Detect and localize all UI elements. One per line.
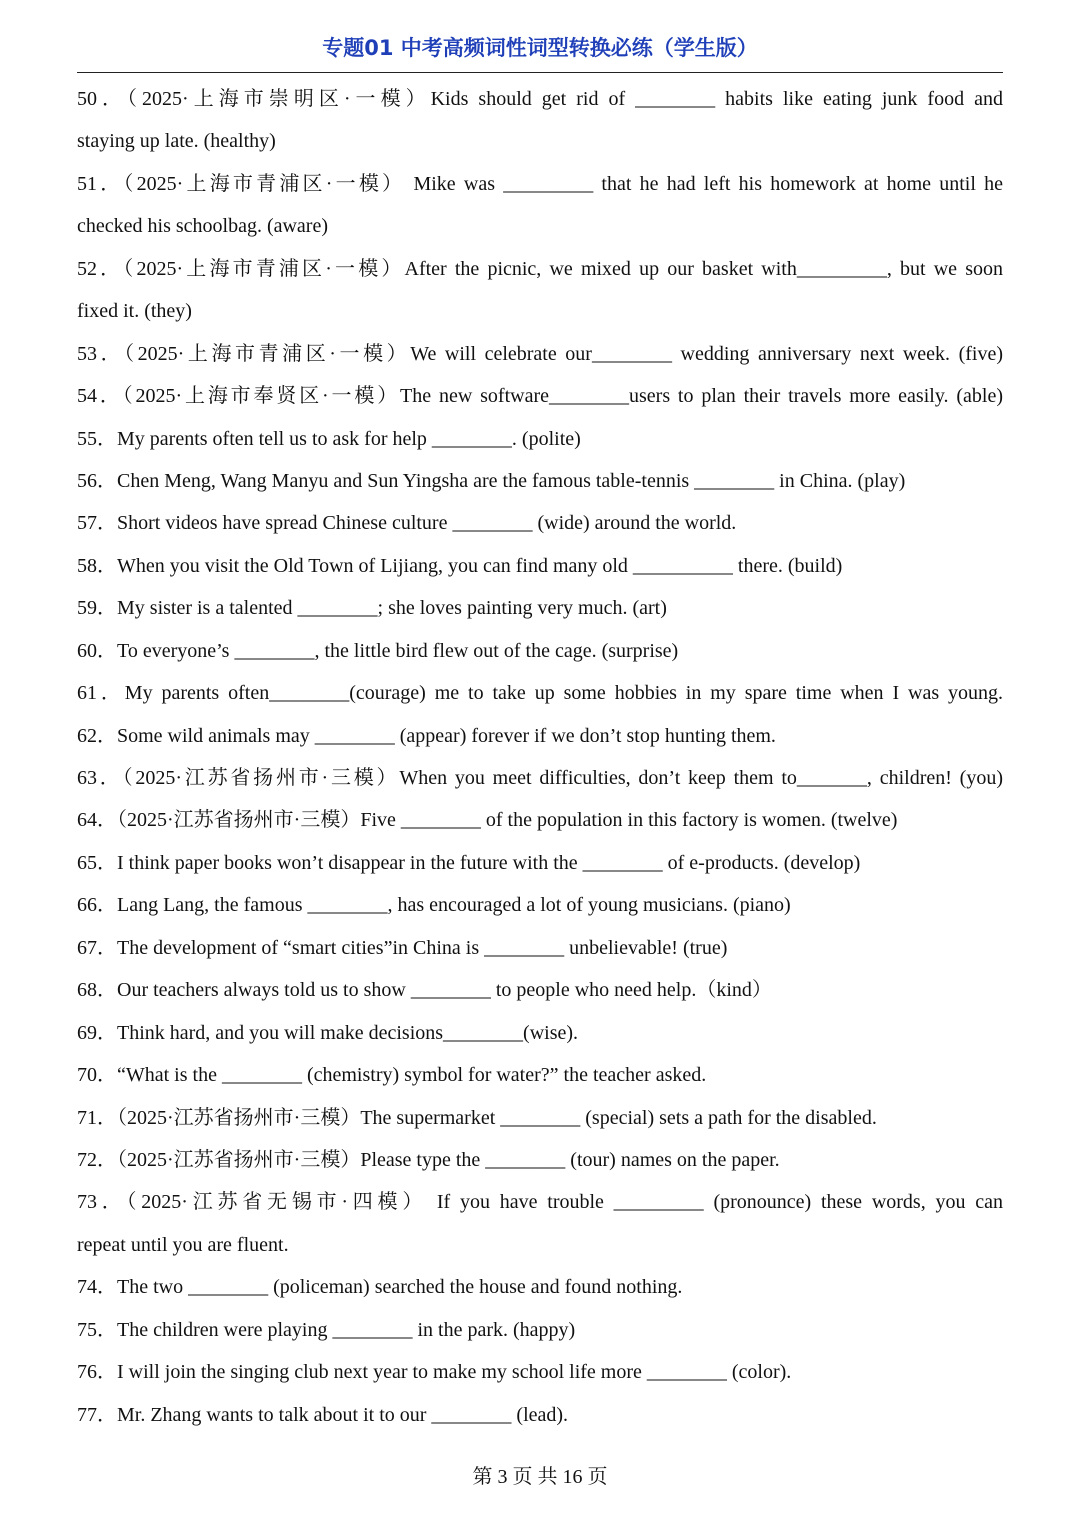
exercise-line: 57．Short videos have spread Chinese culture ________ (wide) around the world. xyxy=(77,512,737,535)
exercise-line: 73．（2025·江苏省无锡市·四模） If you have trouble _________ (pronounce) these words, you can xyxy=(77,1191,1003,1214)
header-divider xyxy=(77,72,1003,73)
exercise-line: 71．（2025·江苏省扬州市·三模）The supermarket ________ (special) sets a path for the disabled. xyxy=(77,1106,877,1129)
exercise-list xyxy=(77,78,1003,1436)
exercise-line: 74．The two ________ (policeman) searched the house and found nothing. xyxy=(77,1276,683,1299)
exercise-line: 60．To everyone’s ________, the little bird flew out of the cage. (surprise) xyxy=(77,639,679,662)
exercise-line: 51．（2025·上海市青浦区·一模） Mike was _________ that he had left his homework at home until he xyxy=(77,172,1003,195)
exercise-line: 53．（2025·上海市青浦区·一模）We will celebrate our________ wedding anniversary next week. (five) xyxy=(77,342,1003,365)
exercise-line: 70．“What is the ________ (chemistry) symbol for water?” the teacher asked. xyxy=(77,1064,707,1087)
exercise-line: 68．Our teachers always told us to show ________ to people who need help.（kind） xyxy=(77,979,772,1002)
exercise-line: 54．（2025·上海市奉贤区·一模）The new software________users to plan their travels more easily. (able) xyxy=(77,385,1003,408)
exercise-line: 75．The children were playing ________ in the park. (happy) xyxy=(77,1318,576,1341)
exercise-line: staying up late. (healthy) xyxy=(77,130,276,153)
exercise-line: 65．I think paper books won’t disappear in the future with the ________ of e-products. (develop) xyxy=(77,851,861,874)
exercise-line: fixed it. (they) xyxy=(77,300,192,323)
exercise-line: 67．The development of “smart cities”in China is ________ unbelievable! (true) xyxy=(77,936,728,959)
exercise-line: 52．（2025·上海市青浦区·一模）After the picnic, we mixed up our basket with_________, but we soon xyxy=(77,257,1003,280)
exercise-line: 55．My parents often tell us to ask for help ________. (polite) xyxy=(77,427,581,450)
exercise-line: 56．Chen Meng, Wang Manyu and Sun Yingsha are the famous table-tennis ________ in China. (play) xyxy=(77,469,906,492)
exercise-line: 64．（2025·江苏省扬州市·三模）Five ________ of the population in this factory is women. (twelve) xyxy=(77,809,898,832)
exercise-line: 69．Think hard, and you will make decisions________(wise). xyxy=(77,1021,579,1044)
exercise-line: 62．Some wild animals may ________ (appear) forever if we don’t stop hunting them. xyxy=(77,724,776,747)
exercise-line: 72．（2025·江苏省扬州市·三模）Please type the ________ (tour) names on the paper. xyxy=(77,1148,780,1171)
page-footer: 第 3 页 共 16 页 xyxy=(472,1466,608,1488)
exercise-line: 66．Lang Lang, the famous ________, has encouraged a lot of young musicians. (piano) xyxy=(77,894,791,917)
exercise-line: 77．Mr. Zhang wants to talk about it to our ________ (lead). xyxy=(77,1403,569,1426)
exercise-line: 63．（2025·江苏省扬州市·三模）When you meet difficulties, don’t keep them to_______, children! (you) xyxy=(77,767,1003,789)
page-header-title: 专题01 中考高频词性词型转换必练（学生版） xyxy=(322,36,758,60)
exercise-line: 76．I will join the singing club next year to make my school life more ________ (color). xyxy=(77,1361,792,1384)
exercise-line: checked his schoolbag. (aware) xyxy=(77,215,328,238)
exercise-line: 61．My parents often________(courage) me to take up some hobbies in my spare time when I was young. xyxy=(77,682,1003,705)
exercise-line: 59．My sister is a talented ________; she loves painting very much. (art) xyxy=(77,597,667,620)
exercise-line: 50．（2025·上海市崇明区·一模）Kids should get rid of ________ habits like eating junk food and xyxy=(77,88,1003,110)
exercise-line: repeat until you are fluent. xyxy=(77,1233,289,1256)
exercise-line: 58．When you visit the Old Town of Lijiang, you can find many old __________ there. (build) xyxy=(77,554,843,577)
